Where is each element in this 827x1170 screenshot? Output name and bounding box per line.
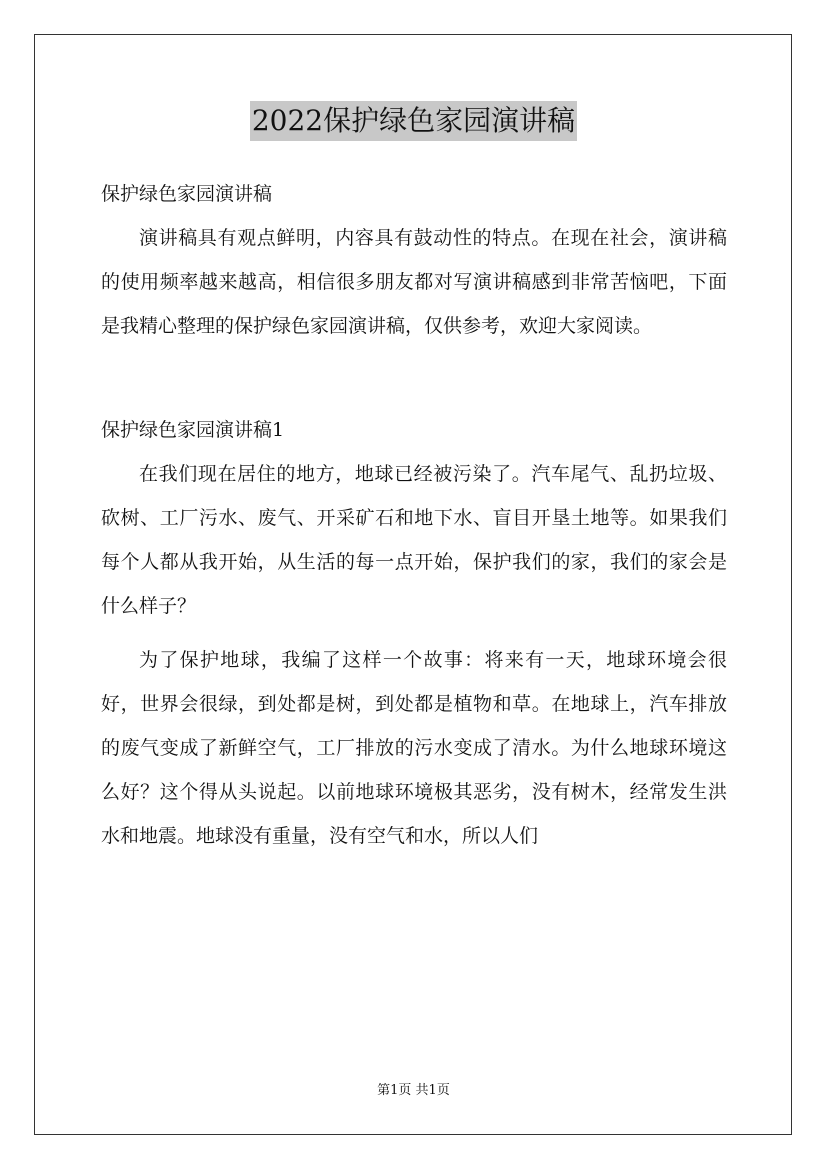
section-spacer (101, 348, 727, 408)
section1-heading: 保护绿色家园演讲稿1 (101, 419, 285, 441)
section1-paragraph-1: 在我们现在居住的地方，地球已经被污染了。汽车尾气、乱扔垃圾、砍树、工厂污水、废气、开采矿石和地下水、盲目开垦土地等。如果我们每个人都从我开始，从生活的每一点开始，保护我们的家，我们的家会是什么样子？ (101, 463, 727, 617)
document-subtitle: 保护绿色家园演讲稿 (101, 183, 273, 205)
document-body (101, 172, 727, 858)
page-footer: 第1页 共1页 (377, 1083, 450, 1098)
document-title: 2022保护绿色家园演讲稿 (250, 101, 577, 141)
section1-paragraph-2: 为了保护地球，我编了这样一个故事：将来有一天，地球环境会很好，世界会很绿，到处都是树，到处都是植物和草。在地球上，汽车排放的废气变成了新鲜空气，工厂排放的污水变成了清水。为什么地球环境这么好？这个得从头说起。以前地球环境极其恶劣，没有树木，经常发生洪水和地震。地球没有重量，没有空气和水，所以人们 (101, 649, 727, 847)
title-container (0, 101, 827, 141)
intro-paragraph: 演讲稿具有观点鲜明，内容具有鼓动性的特点。在现在社会，演讲稿的使用频率越来越高，相信很多朋友都对写演讲稿感到非常苦恼吧，下面是我精心整理的保护绿色家园演讲稿，仅供参考，欢迎大家阅读。 (101, 227, 727, 337)
